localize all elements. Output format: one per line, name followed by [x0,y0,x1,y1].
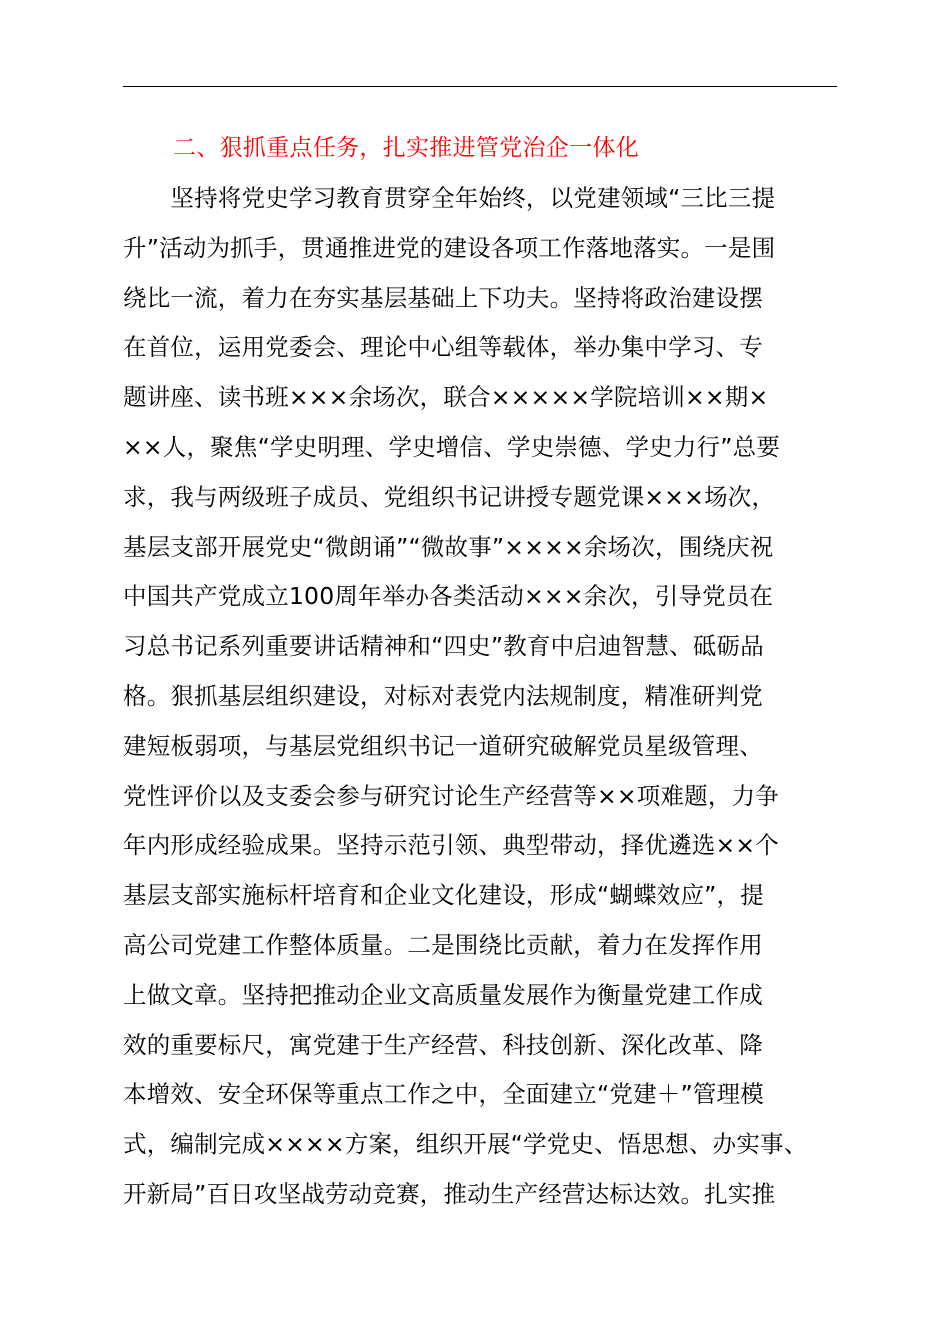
text-line: 在首位，运用党委会、理论中心组等载体，举办集中学习、专 [123,333,763,362]
text-line: 上做文章。坚持把推动企业文高质量发展作为衡量党建工作成 [123,980,763,1009]
header-rule [123,86,837,87]
text-line: 基层支部实施标杆培育和企业文化建设，形成“蝴蝶效应”，提 [123,881,764,910]
text-line: 基层支部开展党史“微朗诵”“微故事”××××余场次，围绕庆祝 [123,532,774,561]
text-line: 中国共产党成立100周年举办各类活动×××余次，引导党员在 [123,582,774,611]
text-line: 格。狠抓基层组织建设，对标对表党内法规制度，精准研判党 [123,681,763,710]
text-line: 求，我与两级班子成员、党组织书记讲授专题党课×××场次， [123,482,776,511]
text-line: 绕比一流，着力在夯实基层基础上下功夫。坚持将政治建设摆 [123,283,763,312]
text-line: 升”活动为抓手，贯通推进党的建设各项工作落地落实。一是围 [123,233,776,262]
text-line: 题讲座、读书班×××余场次，联合×××××学院培训××期× [123,383,769,412]
text-line: 效的重要标尺，寓党建于生产经营、科技创新、深化改革、降 [123,1030,763,1059]
text-line: 习总书记系列重要讲话精神和“四史”教育中启迪智慧、砥砺品 [123,632,764,661]
text-line: ××人，聚焦“学史明理、学史增信、学史崇德、学史力行”总要 [123,432,781,461]
body-paragraph [123,178,853,1224]
text-line: 式，编制完成××××方案，组织开展“学党史、悟思想、办实事、 [123,1130,808,1159]
text-line: 高公司党建工作整体质量。二是围绕比贡献，着力在发挥作用 [123,930,763,959]
text-line: 党性评价以及支委会参与研究讨论生产经营等××项难题，力争 [123,781,779,810]
text-line: 年内形成经验成果。坚持示范引领、典型带动，择优遴选××个 [123,831,779,860]
text-line: 建短板弱项，与基层党组织书记一道研究破解党员星级管理、 [123,731,763,760]
section-heading: 二、狠抓重点任务，扎实推进管党治企一体化 [173,135,639,161]
text-line: 坚持将党史学习教育贯穿全年始终，以党建领域“三比三提 [123,184,776,212]
text-line: 开新局”百日攻坚战劳动竞赛，推动生产经营达标达效。扎实推 [123,1179,776,1208]
text-line: 本增效、安全环保等重点工作之中，全面建立“党建＋”管理模 [123,1080,764,1109]
